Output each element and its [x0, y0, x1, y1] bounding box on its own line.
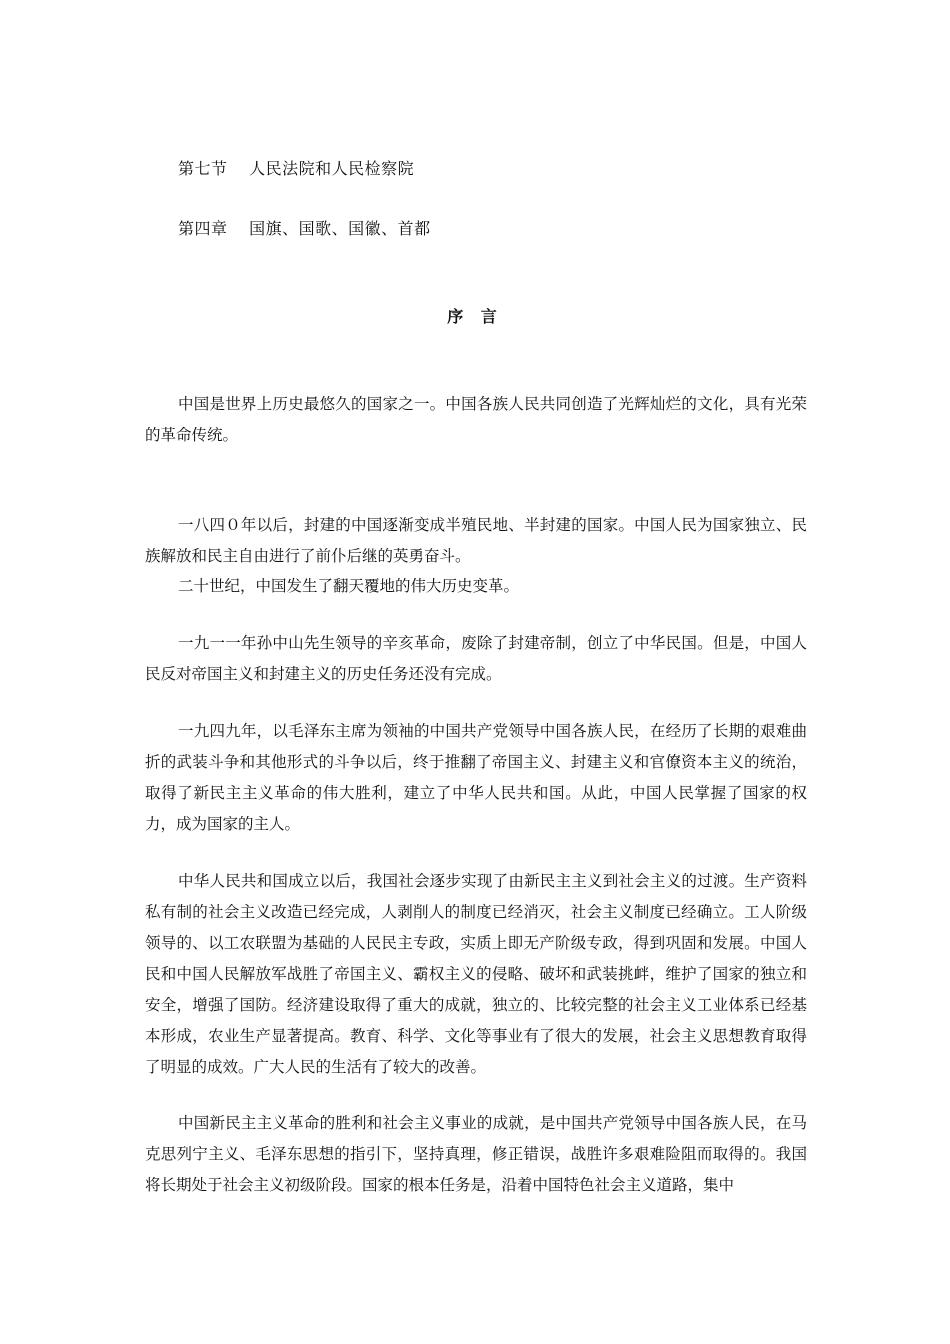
paragraph: 二十世纪，中国发生了翻天覆地的伟大历史变革。: [178, 577, 520, 595]
toc-title: 人民法院和人民检察院: [249, 159, 415, 178]
paragraph: 中国是世界上历史最悠久的国家之一。中国各族人民共同创造了光辉灿烂的文化，具有光荣的革命传统。: [145, 395, 807, 444]
toc-entry-section-7: [178, 156, 414, 179]
toc-number: 第四章: [178, 219, 228, 238]
toc-number: 第七节: [178, 159, 228, 178]
paragraph: 一九四九年，以毛泽东主席为领袖的中国共产党领导中国各族人民，在经历了长期的艰难曲折的武装斗争和其他形式的斗争以后，终于推翻了帝国主义、封建主义和官僚资本主义的统治，取得了新民主主义革命的伟大胜利，建立了中华人民共和国。从此，中国人民掌握了国家的权力，成为国家的主人。: [145, 722, 807, 833]
toc-entry-chapter-4: [178, 216, 431, 239]
paragraph: 一九一一年孙中山先生领导的辛亥革命，废除了封建帝制，创立了中华民国。但是，中国人民反对帝国主义和封建主义的历史任务还没有完成。: [145, 634, 807, 683]
paragraph: 中国新民主主义革命的胜利和社会主义事业的成就，是中国共产党领导中国各族人民，在马克思列宁主义、毛泽东思想的指引下，坚持真理，修正错误，战胜许多艰难险阻而取得的。我国将长期处于社会主义初级阶段。国家的根本任务是，沿着中国特色社会主义道路，集中: [145, 1114, 807, 1194]
section-title: 序 言: [447, 307, 503, 326]
toc-title: 国旗、国歌、国徽、首都: [249, 219, 431, 238]
paragraph: 中华人民共和国成立以后，我国社会逐步实现了由新民主主义到社会主义的过渡。生产资料私有制的社会主义改造已经完成，人剥削人的制度已经消灭，社会主义制度已经确立。工人阶级领导的、以工农联盟为基础的人民民主专政，实质上即无产阶级专政，得到巩固和发展。中国人民和中国人民解放军战胜了帝国主义、霸权主义的侵略、破坏和武装挑衅，维护了国家的独立和安全，增强了国防。经济建设取得了重大的成就，独立的、比较完整的社会主义工业体系已经基本形成，农业生产显著提高。教育、科学、文化等事业有了很大的发展，社会主义思想教育取得了明显的成效。广大人民的生活有了较大的改善。: [145, 872, 807, 1076]
paragraph: 一八四０年以后，封建的中国逐渐变成半殖民地、半封建的国家。中国人民为国家独立、民族解放和民主自由进行了前仆后继的英勇奋斗。: [145, 516, 807, 565]
